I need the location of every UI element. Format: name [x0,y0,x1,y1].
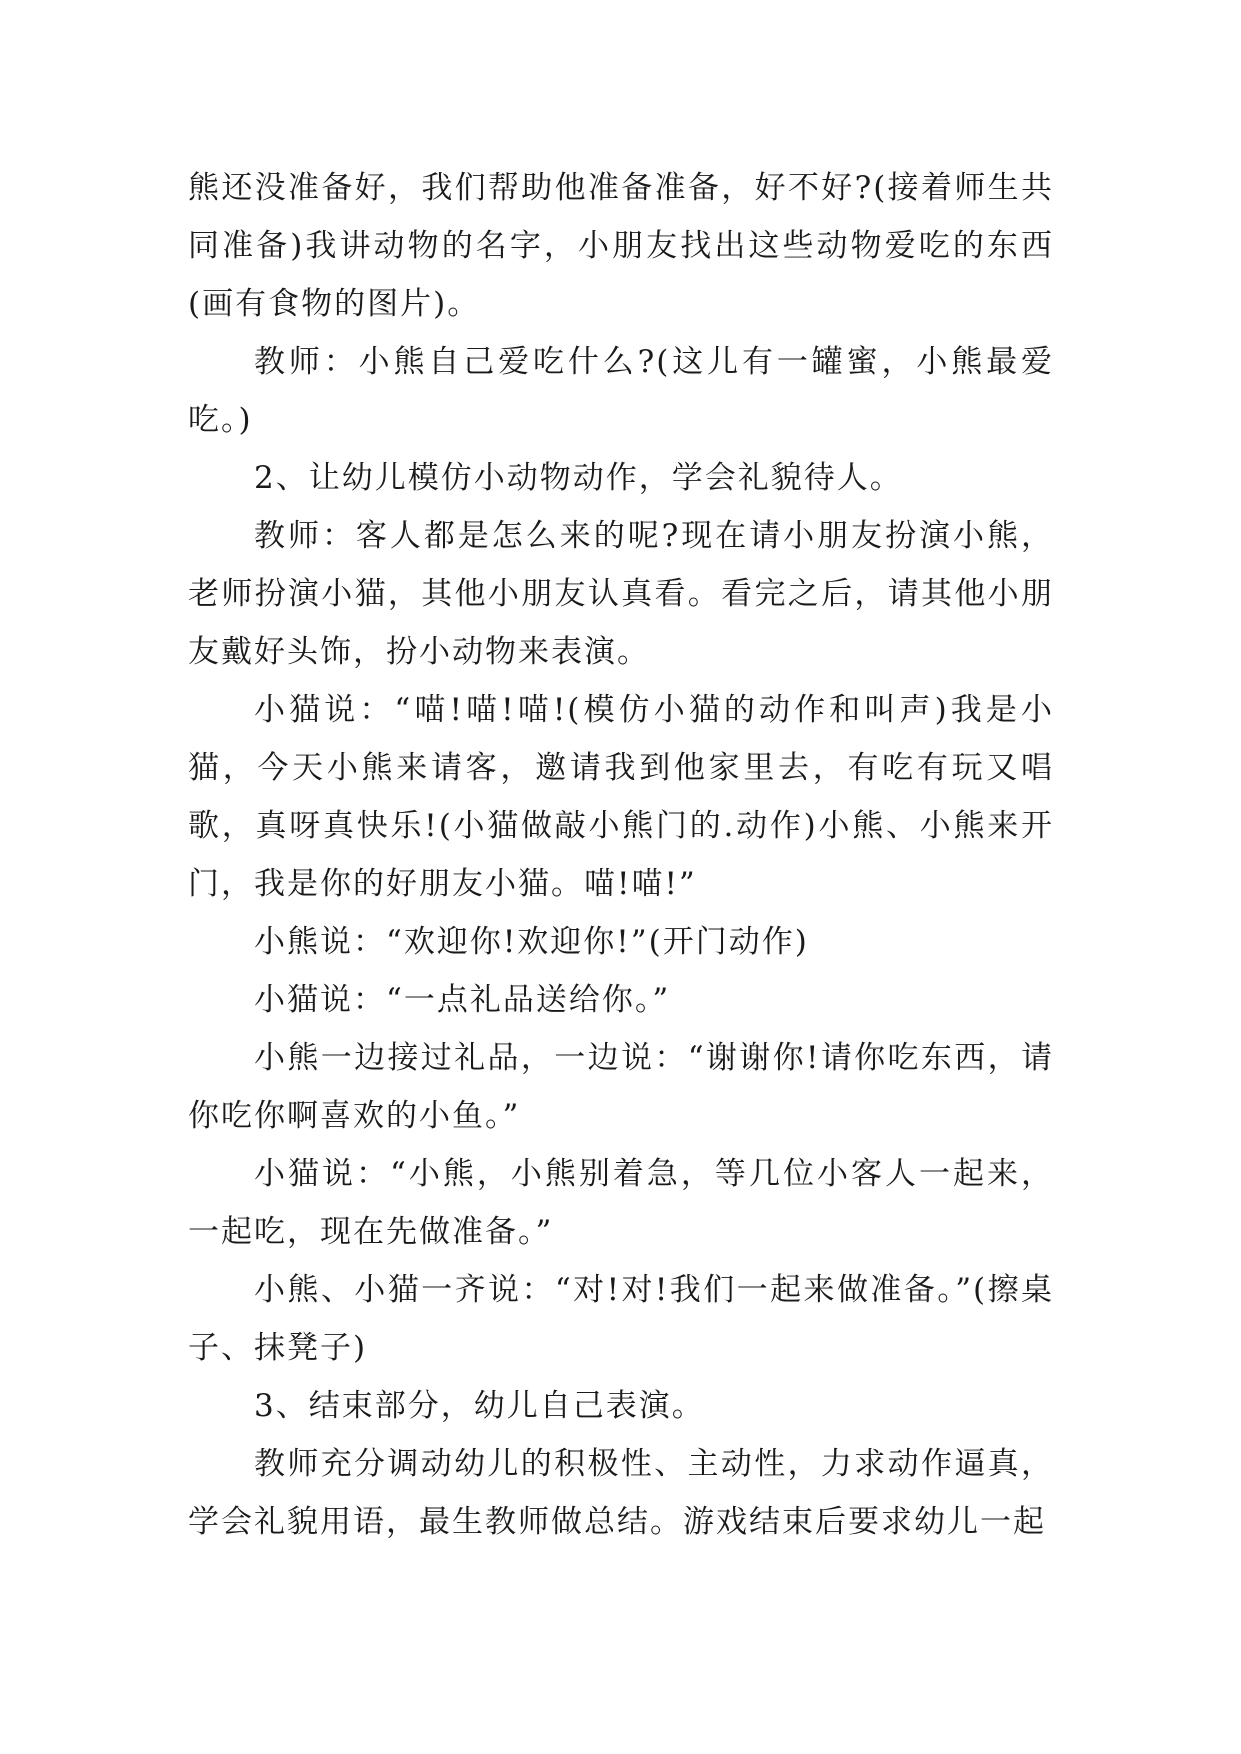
paragraph-bear-welcome: 小熊说：“欢迎你!欢迎你!”(开门动作) [254,924,809,960]
paragraph-teacher-roleplay: 教师：客人都是怎么来的呢?现在请小朋友扮演小熊，老师扮演小猫，其他小朋友认真看。看完之后，请其他小朋友戴好头饰，扮小动物来表演。 [188,518,1054,670]
paragraph-teacher-question: 教师：小熊自己爱吃什么?(这儿有一罐蜜，小熊最爱吃。) [188,344,1054,438]
paragraph-step-3-heading: 3、结束部分，幼儿自己表演。 [254,1388,705,1424]
document-body [188,159,1054,1551]
paragraph-step-2-heading: 2、让幼儿模仿小动物动作，学会礼貌待人。 [254,460,903,496]
paragraph-cat-wait: 小猫说：“小熊，小熊别着急，等几位小客人一起来，一起吃，现在先做准备。” [188,1156,1054,1250]
paragraph-cat-speech: 小猫说：“喵!喵!喵!(模仿小猫的动作和叫声)我是小猫，今天小熊来请客，邀请我到他家里去，有吃有玩又唱歌，真呀真快乐!(小猫做敲小熊门的.动作)小熊、小熊来开门，我是你的好朋友小猫。喵!喵!” [188,692,1054,902]
paragraph-teacher-summary: 教师充分调动幼儿的积极性、主动性，力求动作逼真，学会礼貌用语，最生教师做总结。游戏结束后要求幼儿一起 [188,1446,1054,1540]
paragraph-bear-thanks: 小熊一边接过礼品，一边说：“谢谢你!请你吃东西，请你吃你啊喜欢的小鱼。” [188,1040,1054,1134]
paragraph-cat-gift: 小猫说：“一点礼品送给你。” [254,982,671,1018]
paragraph-together-prepare: 小熊、小猫一齐说：“对!对!我们一起来做准备。”(擦桌子、抹凳子) [188,1272,1055,1366]
paragraph-continuation: 熊还没准备好，我们帮助他准备准备，好不好?(接着师生共同准备)我讲动物的名字，小朋友找出这些动物爱吃的东西(画有食物的图片)。 [188,170,1054,322]
